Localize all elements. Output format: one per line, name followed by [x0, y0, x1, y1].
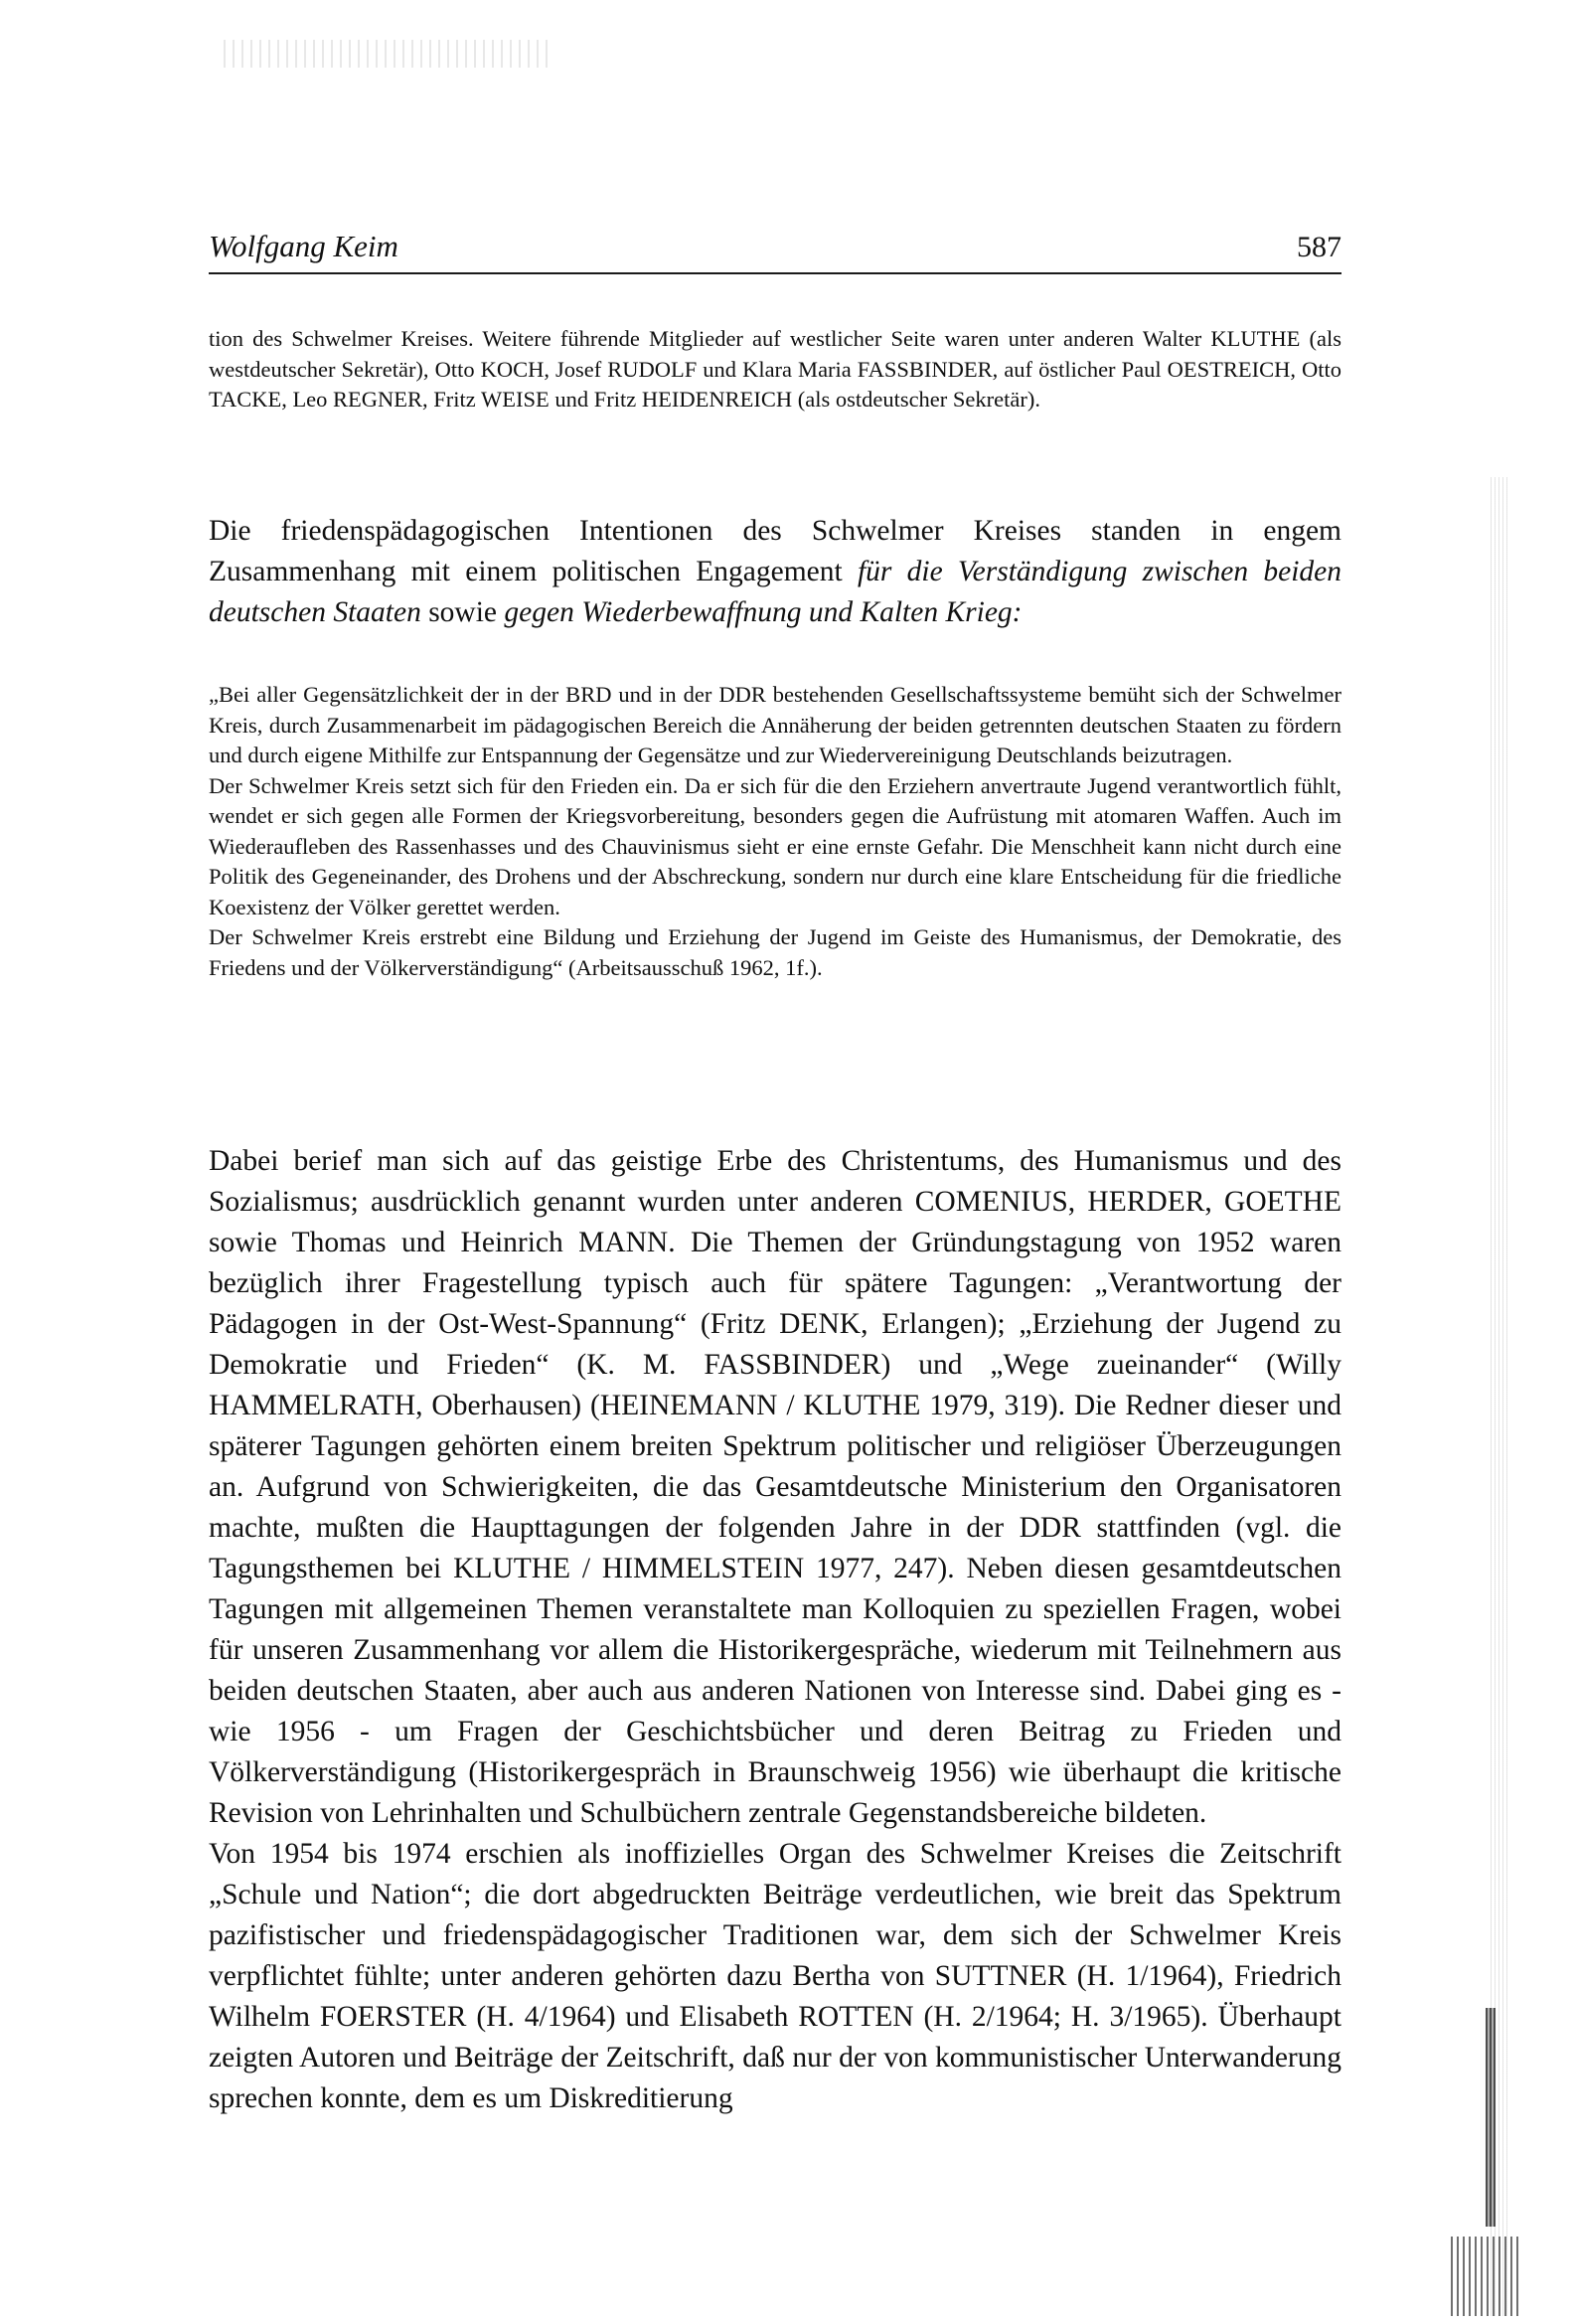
scan-noise: [224, 40, 552, 68]
paragraph-intentions: [209, 511, 1341, 633]
page-number: 587: [1297, 231, 1341, 263]
intentions-text-mid: sowie: [420, 596, 505, 628]
paragraph-members: tion des Schwelmer Kreises. Weitere führende Mitglieder auf westlicher Seite waren unter anderen Walter KLUTHE (als westdeutscher Sekretär), Otto KOCH, Josef RUDOLF und Klara Maria FASSBINDER, auf östlicher Paul OESTREICH, Otto TACKE, Leo REGNER, Fritz WEISE und Fritz HEIDENREICH (als ostdeutscher Sekretär).: [209, 326, 1341, 412]
scan-bottom-artifact: [1451, 2237, 1520, 2316]
quote-paragraph-1: „Bei aller Gegensätzlichkeit der in der BRD und in der DDR bestehenden Gesellschaftssysteme bemüht sich der Schwelmer Kreis, durch Zusammenarbeit im pädagogischen Bereich die Annäherung der beiden getrennten deutschen Staaten zu fördern und durch eigene Mithilfe zur Entspannung der Gegensätze und zur Wiedervereinigung Deutschlands beizutragen.: [209, 682, 1341, 767]
body-text: [209, 1141, 1341, 2119]
scan-edge-dark-artifact: [1486, 2008, 1496, 2227]
paragraph-heritage: Dabei berief man sich auf das geistige Erbe des Christentums, des Humanismus und des Sozialismus; ausdrücklich genannt wurden unter anderen COMENIUS, HERDER, GOETHE sowie Thomas und Heinrich MANN. Die Themen der Gründungstagung von 1952 waren bezüglich ihrer Fragestellung typisch auch für spätere Tagungen: „Verantwortung der Pädagogen in der Ost-West-Spannung“ (Fritz DENK, Erlangen); „Erziehung der Jugend zu Demokratie und Frieden“ (K. M. FASSBINDER) und „Wege zueinander“ (Willy HAMMELRATH, Oberhausen) (HEINEMANN / KLUTHE 1979, 319). Die Redner dieser und späterer Tagungen gehörten einem breiten Spektrum politischer und religiöser Überzeugungen an. Aufgrund von Schwierigkeiten, die das Gesamtdeutsche Ministerium den Organisatoren machte, mußten die Haupttagungen der folgenden Jahre in der DDR stattfinden (vgl. die Tagungsthemen bei KLUTHE / HIMMELSTEIN 1977, 247). Neben diesen gesamtdeutschen Tagungen mit allgemeinen Themen veranstaltete man Kolloquien zu speziellen Fragen, wobei für unseren Zusammenhang vor allem die Historikergespräche, wiederum mit Teilnehmern aus beiden deutschen Staaten, aber auch aus anderen Nationen von Interesse sind. Dabei ging es - wie 1956 - um Fragen der Geschichtsbücher und deren Beitrag zu Frieden und Völkerverständigung (Historikergespräch in Braunschweig 1956) wie überhaupt die kritische Revision von Lehrinhalten und Schulbüchern zentrale Gegenstandsbereiche bildeten.: [209, 1145, 1341, 1829]
paragraph-journal: Von 1954 bis 1974 erschien als inoffizielles Organ des Schwelmer Kreises die Zeitschrift „Schule und Nation“; die dort abgedruckten Beiträge verdeutlichen, wie breit das Spektrum pazifistischer und friedenspädagogischer Traditionen war, dem sich der Schwelmer Kreis verpflichtet fühlte; unter anderen gehörten dazu Bertha von SUTTNER (H. 1/1964), Friedrich Wilhelm FOERSTER (H. 4/1964) und Elisabeth ROTTEN (H. 2/1964; H. 3/1965). Überhaupt zeigten Autoren und Beiträge der Zeitschrift, daß nur der von kommunistischer Unterwanderung sprechen konnte, dem es um Diskreditierung: [209, 1838, 1341, 2114]
block-quote: [209, 680, 1341, 983]
intentions-text-start: Die friedenspädagogischen Intentionen des Schwelmer Kreises standen in engem Zusammenhang mit einem politischen Engagement: [209, 515, 1341, 587]
intentions-emphasis-1: für die Verständigung zwischen beiden deutschen Staaten: [209, 556, 1341, 628]
running-header: [209, 221, 1341, 274]
quote-paragraph-2: Der Schwelmer Kreis setzt sich für den Frieden ein. Da er sich für die den Erziehern anvertraute Jugend verantwortlich fühlt, wendet er sich gegen alle Formen der Kriegsvorbereitung, besonders gegen die Aufrüstung mit atomaren Waffen. Auch im Wiederaufleben des Rassenhasses und des Chauvinismus sieht er eine ernste Gefahr. Die Menschheit kann nicht durch eine Politik des Gegeneinander, des Drohens und der Abschreckung, sondern nur durch eine klare Entscheidung für die friedliche Koexistenz der Völker gerettet werden.: [209, 772, 1341, 919]
quote-paragraph-3: Der Schwelmer Kreis erstrebt eine Bildung und Erziehung der Jugend im Geiste des Humanismus, der Demokratie, des Friedens und der Völkerverständigung“ (Arbeitsausschuß 1962, 1f.).: [209, 924, 1341, 980]
intentions-emphasis-2: gegen Wiederbewaffnung und Kalten Krieg:: [504, 596, 1023, 628]
author-name: Wolfgang Keim: [209, 229, 398, 263]
